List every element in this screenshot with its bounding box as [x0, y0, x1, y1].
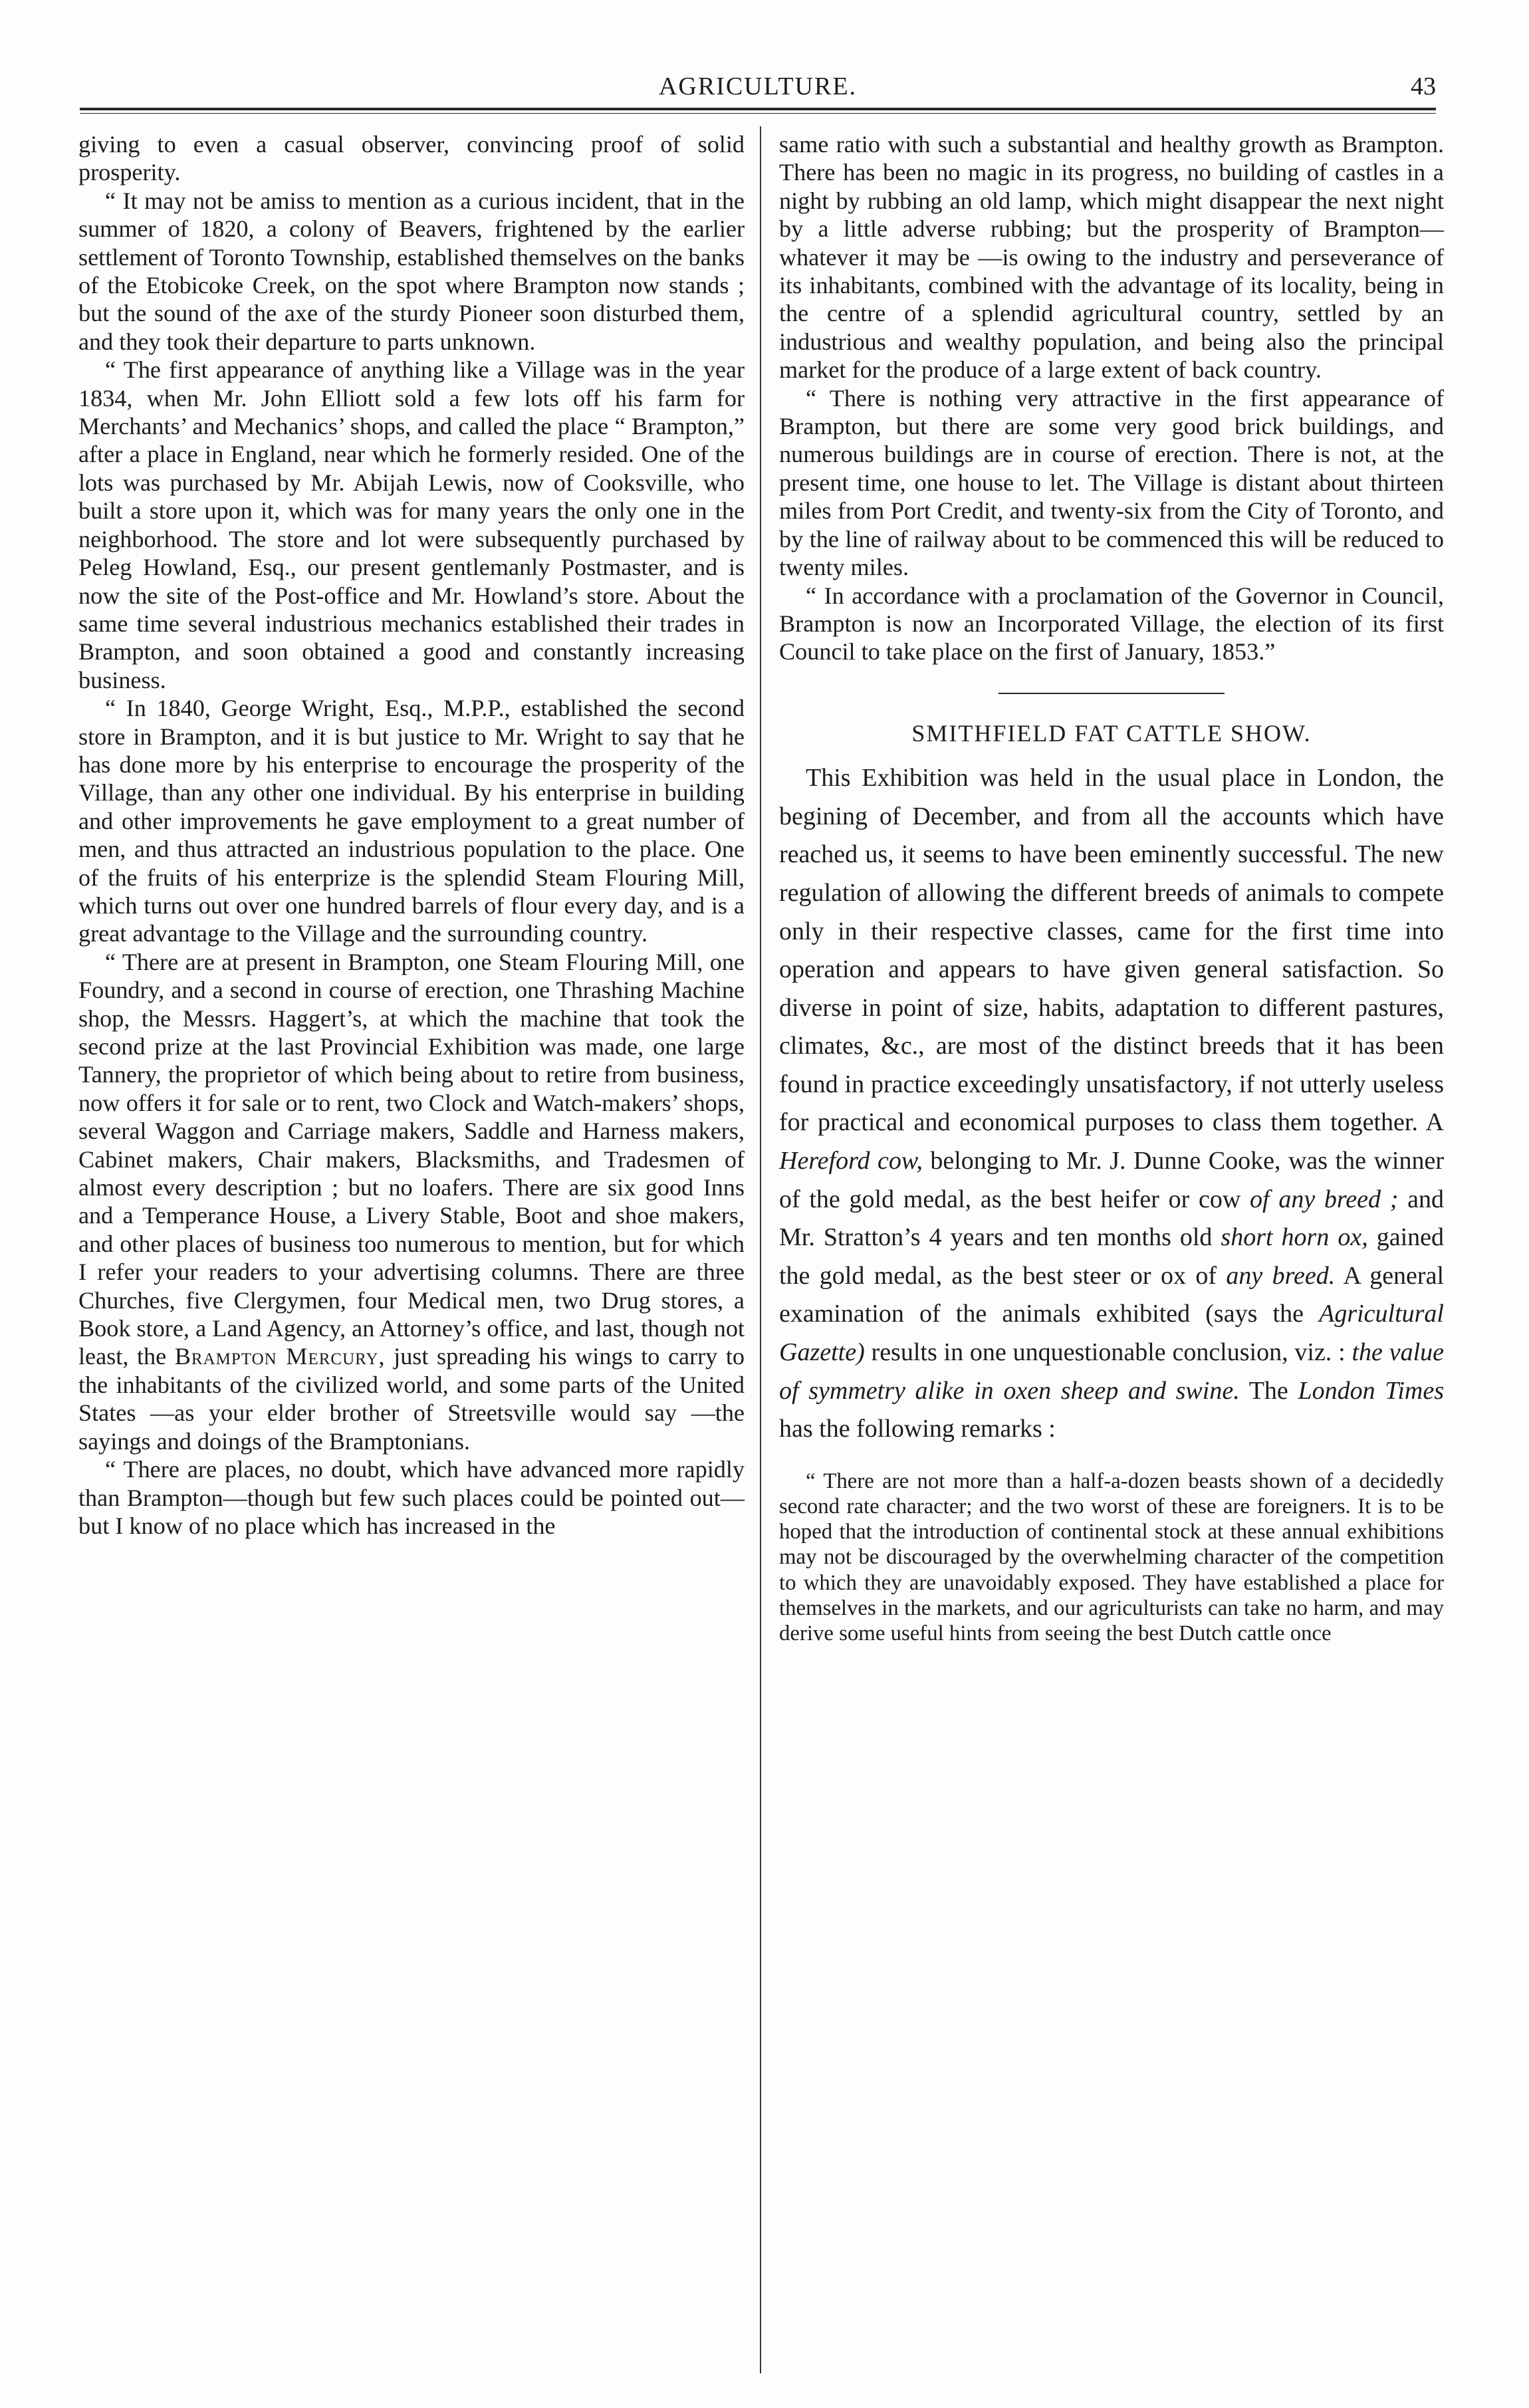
italic-text: any breed.: [1226, 1261, 1336, 1290]
text-run: belonging to Mr. J. Dunne Cooke, was the winner of the gold medal, as the best heifer or cow: [779, 1147, 1444, 1213]
text-run: has the following remarks :: [779, 1415, 1056, 1443]
text-run: “ There are at present in Brampton, one Steam Flouring Mill, one Foundry, and a second in course of erection, one Thrashing Machine shop, the Messrs. Haggert’s, at which the machine that took the second prize at the last Provincial Exhibition was made, one large Tannery, the proprietor of which being about to retire from business, now offers it for sale or to rent, two Clock and Watch-makers’ shops, several Waggon and Carriage makers, Saddle and Harness makers, Cabinet makers, Chair makers, Blacksmiths, and Tradesmen of almost every description ; but no loafers. There are six good Inns and a Temperance House, a Livery Stable, Boot and shoe makers, and other places of business too numerous to mention, but for which I refer your readers to your advertising columns. There are three Churches, five Clergymen, four Medical men, two Drug stores, a Book store, a Land Agency, an Attorney’s office, and last, though not least, the: [78, 948, 745, 1370]
text-run: results in one unquestionable conclusion, viz. :: [864, 1338, 1352, 1367]
paragraph: “ In 1840, George Wright, Esq., M.P.P., established the second store in Brampton, and it is but justice to Mr. Wright to say that he has done more by his enterprise to encourage the prosperity of the Village, than any other one individual. By his enterprise in building and other improvements he gave employment to a great number of men, and thus attracted an industrious population to the place. One of the fruits of his enterprize is the splendid Steam Flouring Mill, which turns out over one hundred barrels of flour every day, and is a great advantage to the Village and the surrounding country.: [78, 695, 745, 947]
article-paragraph: [779, 759, 1444, 1449]
text-run: A general examination of the animals exhibited (says the: [779, 1261, 1444, 1328]
paragraph: “ In accordance with a proclamation of the Governor in Council, Brampton is now an Incorporated Village, the election of its first Council to take place on the first of January, 1853.”: [779, 582, 1444, 665]
right-column: [779, 130, 1444, 1646]
paragraph: giving to even a casual observer, convincing proof of solid prosperity.: [78, 131, 745, 186]
column-divider: [760, 126, 761, 2373]
italic-text: short horn ox,: [1221, 1223, 1368, 1252]
section-divider: [999, 693, 1225, 694]
paragraph: “ There are places, no doubt, which have advanced more rapidly than Brampton—though but few such places could be pointed out—but I know of no place which has increased in the: [78, 1456, 745, 1539]
paragraph: same ratio with such a substantial and healthy growth as Brampton. There has been no magic in its progress, no building of castles in a night by rubbing an old lamp, which might disappear the next night by a little adverse rubbing; but the prosperity of Brampton—whatever it may be —is owing to the industry and perseverance of its inhabitants, combined with the advantage of its locality, being in the centre of a splendid agricultural country, settled by an industrious and wealthy population, and being also the principal market for the produce of a large extent of back country.: [779, 131, 1444, 384]
left-column: [78, 130, 745, 1540]
italic-text: London Times: [1298, 1376, 1444, 1405]
running-head: [80, 72, 1436, 112]
text-run: The: [1239, 1376, 1298, 1405]
italic-text: the value of symmetry alike in oxen sheep and swine.: [779, 1338, 1445, 1405]
header-rule-thin: [80, 113, 1436, 114]
text-run: and Mr. Stratton’s 4 years and ten months old: [779, 1185, 1444, 1252]
quoted-passage: “ There are not more than a half-a-dozen beasts shown of a decidedly second rate character; and the two worst of these are foreigners. It is to be hoped that the introduction of continental stock at these annual exhibitions may not be discouraged by the overwhelming character of the competition to which they are unavoidably exposed. They have established a place for themselves in the markets, and our agriculturists can take no harm, and may derive some useful hints from seeing the best Dutch cattle once: [779, 1469, 1444, 1646]
italic-text: of any breed ;: [1250, 1185, 1399, 1213]
text-run: gained the gold medal, as the best steer or ox of: [779, 1223, 1444, 1290]
paragraph: “ The first appearance of anything like a Village was in the year 1834, when Mr. John Elliott sold a few lots off his farm for Merchants’ and Mechanics’ shops, and called the place “ Brampton,” after a place in England, near which he formerly resided. One of the lots was purchased by Mr. Abijah Lewis, now of Cooksville, who built a store upon it, which was for many years the only one in the neighborhood. The store and lot were subsequently purchased by Peleg Howland, Esq., our present gentlemanly Postmaster, and is now the site of the Post-office and Mr. Howland’s store. About the same time several industrious mechanics established their trades in Brampton, and soon obtained a good and constantly increasing business.: [78, 356, 745, 693]
paragraph: “ There is nothing very attractive in the first appearance of Brampton, but there are some very good brick buildings, and numerous buildings are in course of erection. There is not, at the present time, one house to let. The Village is distant about thirteen miles from Port Credit, and twenty-six from the City of Toronto, and by the line of railway about to be commenced this will be reduced to twenty miles.: [779, 384, 1444, 581]
italic-text: Hereford cow,: [779, 1147, 923, 1175]
newspaper-name: Brampton Mercury,: [174, 1343, 386, 1370]
section-heading: AGRICULTURE.: [658, 72, 858, 100]
text-run: This Exhibition was held in the usual place in London, the begining of December, and from all the accounts which have reached us, it seems to have been eminently successful. The new regulation of allowing the different breeds of animals to compete only in their respective classes, came for the first time into operation and appears to have given general satisfaction. So diverse in point of size, habits, adaptation to different pastures, climates, &c., are most of the distinct breeds that it has been found in practice exceedingly unsatisfactory, if not utterly useless for practical and economical purposes to class them together. A: [779, 764, 1444, 1137]
header-rule: [80, 108, 1436, 110]
page-number: 43: [1411, 72, 1436, 100]
text-run: just spreading his wings to carry to the inhabitants of the civilized world, and some parts of the United States —as your elder brother of Streetsville would say —the sayings and doings of the Bramptonians.: [78, 1343, 745, 1455]
article-title: SMITHFIELD FAT CATTLE SHOW.: [911, 719, 1312, 747]
paragraph: “ It may not be amiss to mention as a curious incident, that in the summer of 1820, a colony of Beavers, frightened by the earlier settlement of Toronto Township, established themselves on the banks of the Etobicoke Creek, on the spot where Brampton now stands ; but the sound of the axe of the sturdy Pioneer soon disturbed them, and they took their departure to parts unknown.: [78, 187, 745, 355]
paragraph: [78, 948, 745, 1455]
italic-text: Agricultural Gazette): [779, 1300, 1444, 1367]
